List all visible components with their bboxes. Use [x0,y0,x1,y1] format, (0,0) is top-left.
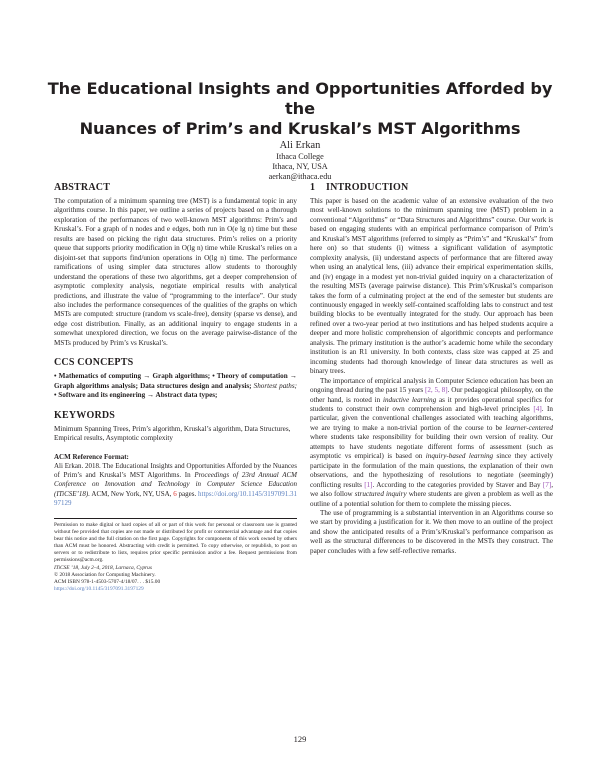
permission-text: Permission to make digital or hard copies of all or part of this work for personal or classroom use is granted without fee provided that copies are not made or distributed for profit or commercial advantage and that copies bear this notice and the full citation on the first page. Copyrights for components of this work owned by others than ACM must be honored. Abstracting with credit is permitted. To copy otherwise, or republish, to post on servers or to redistribute to lists, requires prior specific permission and/or a fee. Request permissions from permissions@acm.org. [54,521,297,564]
p2-emph-1: inductive learning [382,395,437,404]
author-location: Ithaca, NY, USA [272,162,328,171]
ref-doi-link[interactable]: https://doi.org/10.1145/3197091.3197129 [54,489,298,507]
introduction-heading [310,182,553,194]
title-line-1: The Educational Insights and Opportunities Afforded by the [47,79,553,118]
ref-text-a: Ali Erkan. 2018. The Educational Insights and Opportunities Afforded by the Nuances of Prim’s and Kruskal’s MST Algorithms. In [54,461,297,480]
citation-link[interactable]: [2, 5, 8] [424,386,448,395]
p2-text-b: . Our pedagogical philosophy, on the other hand, is rooted in [310,386,553,404]
abstract-heading: ABSTRACT [54,182,111,193]
title-line-2: Nuances of Prim’s and Kruskal’s MST Algorithms [79,119,521,138]
p2-text-f: since they actively participate in the formulation of the main questions, the explanation of their own observations, and the hypothesizing of resolutions to negotiate (seemingly) conflicting results [310,452,553,489]
abstract-section [54,182,297,348]
intro-paragraph-2 [310,377,553,509]
author-affiliation: Ithaca College [276,152,324,161]
paper-title [40,79,560,139]
keywords-section [54,410,297,444]
author-email: aerkan@ithaca.edu [268,172,332,181]
author-block [200,140,400,182]
keywords-text: Minimum Spanning Trees, Prim’s algorithm, Kruskal’s algorithm, Data Structures, Empirical results, Asymptotic complexity [54,424,291,443]
isbn-line: ACM ISBN 978-1-4503-5707-4/18/07. . . $15.00 [54,578,161,585]
p2-text-h: , we also follow [310,480,553,499]
section-title: INTRODUCTION [326,182,409,193]
p2-text-d: . In particular, given the conventional challenges associated with teaching algorithms, we are trying to make a non-trivial portion of the course to be [310,404,553,432]
intro-paragraph-3: The use of programming is a substantial intervention in an Algorithms course so we start by providing a justification for it. We then move to an outline of the project and show the anticipated results of a Prim’s/Kruskal’s performance comparison as well as the structural differences to be discovered in the MSTs they construct. The paper concludes with a few self-reflective remarks. [310,508,553,555]
permission-notice [54,522,297,593]
copyright-line: © 2018 Association for Computing Machinery. [54,571,156,578]
page-number: 129 [293,734,307,744]
ccs-part-3: • Software and its engineering → Abstract data types; [54,391,218,400]
p2-text-i: where students are given a problem as well as the outline of a potential solution for them to complete the missing pieces. [310,490,553,508]
ccs-heading: CCS CONCEPTS [54,357,134,369]
acm-reference-heading: ACM Reference Format: [54,452,129,461]
acm-reference-text [54,462,297,508]
ref-page-count[interactable]: 6 [173,489,177,498]
introduction-section [310,182,553,556]
right-column [310,182,553,556]
left-column [54,182,297,593]
p2-text-c: as it provides operational specifics for students to construct their own comprehension and high-level principles [310,395,553,413]
ccs-text [54,372,297,400]
p2-text-e: where students take responsibility for building their own version of reality. Our attempts to have students negotiate different forms of assessment (such as asymptotic vs empirical) is based on [310,433,553,461]
p2-emph-2: learner-centered [505,423,553,432]
ref-venue: Proceedings of 23rd Annual ACM Conference on Innovation and Technology in Computer Science Education (ITiCSE’18). [54,471,297,498]
ref-pages-label: pages. [178,489,197,498]
ccs-part-1: • Mathematics of computing → Graph algorithms; • Theory of computation → Graph algorithms analysis; Data structures design and analysis; [54,372,297,390]
citation-link[interactable]: [7] [542,480,552,489]
p2-text-a: The importance of empirical analysis in Computer Science education has been an ongoing thread during the past 15 years [310,376,553,395]
section-number: 1 [310,182,316,193]
doi-footnote-link[interactable]: https://doi.org/10.1145/3197091.3197129 [54,585,144,592]
p2-emph-3: inquiry-based learning [425,452,494,461]
acm-reference-section [54,453,297,508]
abstract-text: The computation of a minimum spanning tree (MST) is a fundamental topic in any algorithms course. In this paper, we outline a series of projects based on a thorough exploration of the performances of two well-known MST algorithms: Prim’s and Kruskal’s. For a graph of n nodes and e edges, both run in O(e lg n) time but these results are based on picking the right data structures. Prim’s relies on a priority queue that supports priority modification in O(lg n) time while Kruskal’s relies on a disjoint-set that supports find/union operations in O(lg n) time. The performance ramifications of using simpler data structures allow students to thoroughly understand the operations of these two algorithms, get a deeper comprehension of asymptotic complexity analysis, negotiate empirical results with analytical predictions, and illustrate the value of “programming to the interface”. Our study also includes the performance consequences of the qualities of the graphs on which MSTs are computed: structure (random vs scale-free), density (sparse vs dense), and edge cost distribution. Finally, as an additional inquiry to engage students in a somewhat unexplored direction, we focus on the average pairwise-distance of the MSTs produced by Prim’s vs Kruskal’s. [54,197,297,347]
ccs-part-2: Shortest paths; [253,381,297,390]
footnote-divider [54,518,297,519]
ccs-concepts-section [54,357,297,400]
p2-text-g: . According to the categories provided by Staver and Bay [372,480,541,489]
citation-link[interactable]: [4] [533,404,542,413]
p2-emph-4: structured inquiry [354,490,407,499]
keywords-heading: KEYWORDS [54,409,116,421]
author-name: Ali Erkan [279,140,321,151]
conference-info: ITiCSE ’18, July 2–4, 2018, Larnaca, Cyprus [54,564,152,571]
ref-text-b: ACM, New York, NY, USA, [91,489,172,498]
intro-paragraph-1: This paper is based on the academic value of an extensive evaluation of the two most well-known solutions to the minimum spanning tree (MST) problem in a conventional “Algorithms” or “Data Structures and Algorithms” course. Our work is based on engaging students with an empirical performance comparison of Prim’s and Kruskal’s MST algorithms (referred to simply as “Prim’s” and “Kruskal’s” from here on) so that students (i) witness a significant validation of asymptotic complexity analysis, (ii) understand aspects of performance that are filtered away when using an analytical lens, (iii) advance their empirical experimentation skills, and (iv) engage in a modest yet non-trivial guided inquiry on a characterization of the resulting MSTs (average pairwise distance). This Prim’s/Kruskal’s comparison takes the form of a culminating project at the end of the semester but students are continuously engaged in weekly self-contained scaffolding labs to construct and test building blocks to be eventually integrated for the study. Our approach has been refined over a two-year period at two institutions and has helped students acquire a deeper and more holistic comprehension of algorithmic concepts and performance analysis. The primary institution is the author’s academic home while the secondary institution is an R1 university. In both contexts, class size was capped at 25 and incoming students had thorough knowledge of linear data structures as well as binary trees. [310,197,553,376]
citation-link[interactable]: [1] [364,480,373,489]
